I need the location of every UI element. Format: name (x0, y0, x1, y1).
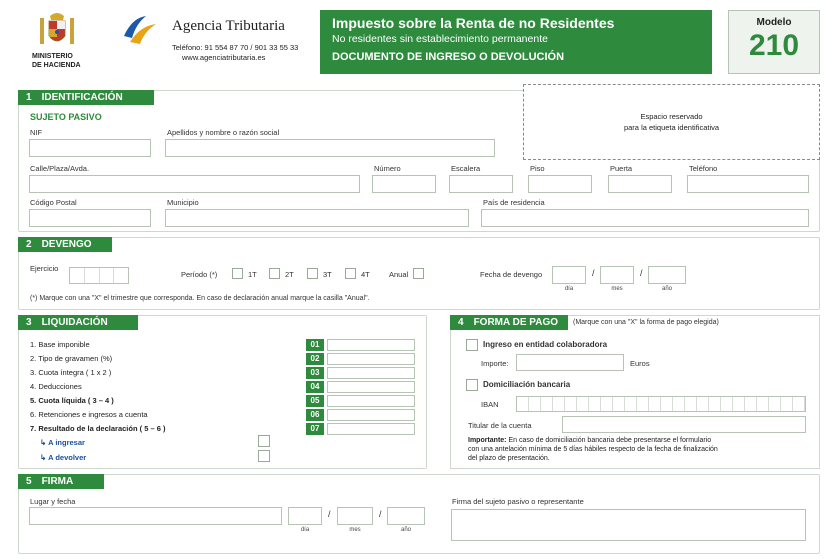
period-2t-label: 2T (285, 270, 294, 279)
model-box (728, 10, 820, 74)
fecha-devengo-ano-caption: año (661, 286, 672, 292)
fecha-devengo-dia-caption: día (564, 286, 574, 292)
devengo-footnote: (*) Marque con una "X" el trimestre que corresponda. En caso de declaración anual marque la casilla "Anual". (30, 295, 370, 302)
section-forma-pago-header: 4 FORMA DE PAGO (450, 315, 568, 330)
a-devolver-checkbox[interactable] (258, 450, 270, 462)
agencia-tributaria-logo (122, 14, 160, 46)
liq-row-label: 6. Retenciones e ingresos a cuenta (30, 410, 148, 419)
escalera-field[interactable] (449, 175, 513, 193)
numero-field[interactable] (372, 175, 436, 193)
nif-field[interactable] (29, 139, 151, 157)
entidad-colaboradora-label: Ingreso en entidad colaboradora (483, 340, 608, 349)
iban-field[interactable] (516, 396, 806, 412)
cp-label: Código Postal (30, 198, 77, 207)
importante-note: Importante: En caso de domiciliación bancaria debe presentarse el formulario con una antelación mínima de 5 días hábiles respecto de la fecha de finalización del plazo de presentación. (468, 437, 718, 462)
period-4t-checkbox[interactable] (345, 268, 356, 279)
a-ingresar-label: ↳ A ingresar (40, 438, 85, 447)
period-4t-label: 4T (361, 270, 370, 279)
anual-checkbox[interactable] (413, 268, 424, 279)
name-label: Apellidos y nombre o razón social (167, 128, 280, 137)
liq-row-value-field[interactable] (327, 409, 415, 421)
period-1t-checkbox[interactable] (232, 268, 243, 279)
pais-label: País de residencia (483, 198, 545, 207)
a-devolver-label: ↳ A devolver (40, 453, 87, 462)
puerta-field[interactable] (608, 175, 672, 193)
firma-ano-caption: año (400, 527, 411, 533)
fecha-devengo-ano[interactable] (648, 266, 686, 284)
model-number: 210 (748, 29, 800, 62)
date-separator: / (640, 268, 643, 278)
pais-field[interactable] (481, 209, 809, 227)
form-title: Impuesto sobre la Renta de no Residentes (332, 15, 615, 31)
titular-field[interactable] (562, 416, 806, 433)
firma-ano-field[interactable] (387, 507, 425, 525)
date-separator: / (379, 509, 382, 519)
liq-row-value-field[interactable] (327, 423, 415, 435)
lugar-field[interactable] (29, 507, 282, 525)
liq-row-label: 2. Tipo de gravamen (%) (30, 354, 113, 363)
titular-label: Titular de la cuenta (468, 421, 532, 430)
liq-row-label: 4. Deducciones (30, 382, 82, 391)
iban-label: IBAN (481, 400, 499, 409)
ejercicio-label: Ejercicio (30, 264, 59, 273)
cp-field[interactable] (29, 209, 151, 227)
escalera-label: Escalera (451, 164, 481, 173)
liq-row-value-field[interactable] (327, 381, 415, 393)
liq-row-code: 04 (306, 381, 324, 393)
section-firma-header: 5 FIRMA (18, 474, 104, 489)
piso-field[interactable] (528, 175, 592, 193)
name-field[interactable] (165, 139, 495, 157)
fecha-devengo-dia[interactable] (552, 266, 586, 284)
numero-label: Número (374, 164, 401, 173)
period-1t-label: 1T (248, 270, 257, 279)
model-label: Modelo (756, 17, 792, 28)
anual-label: Anual (389, 270, 409, 279)
date-separator: / (328, 509, 331, 519)
spain-coat-of-arms-logo (36, 10, 78, 50)
period-3t-label: 3T (323, 270, 332, 279)
liq-row-value-field[interactable] (327, 339, 415, 351)
forma-pago-hint: (Marque con una "X" la forma de pago elegida) (573, 319, 719, 326)
telefono-label: Teléfono (689, 164, 718, 173)
lugar-fecha-label: Lugar y fecha (30, 497, 76, 506)
arrow-icon: ↳ (40, 438, 47, 447)
euros-label: Euros (630, 359, 650, 368)
piso-label: Piso (530, 164, 545, 173)
liq-row-value-field[interactable] (327, 395, 415, 407)
section-liquidacion-header: 3 LIQUIDACIÓN (18, 315, 138, 330)
fecha-devengo-mes-caption: mes (611, 286, 623, 292)
arrow-icon: ↳ (40, 453, 47, 462)
liq-row-label: 5. Cuota líquida ( 3 – 4 ) (30, 396, 114, 405)
agency-phone: Teléfono: 91 554 87 70 / 901 33 55 33 (172, 43, 299, 52)
form-subtitle: No residentes sin establecimiento permanente (332, 33, 548, 45)
street-field[interactable] (29, 175, 360, 193)
section-devengo-header: 2 DEVENGO (18, 237, 112, 252)
domiciliacion-label: Domiciliación bancaria (483, 380, 571, 389)
period-3t-checkbox[interactable] (307, 268, 318, 279)
agency-name: Agencia Tributaria (172, 18, 285, 34)
liq-row-value-field[interactable] (327, 353, 415, 365)
telefono-field[interactable] (687, 175, 809, 193)
puerta-label: Puerta (610, 164, 633, 173)
period-2t-checkbox[interactable] (269, 268, 280, 279)
municipio-field[interactable] (165, 209, 469, 227)
liq-row-value-field[interactable] (327, 367, 415, 379)
document-type: DOCUMENTO DE INGRESO O DEVOLUCIÓN (332, 51, 565, 63)
ministry-name: MINISTERIO DE HACIENDA (32, 53, 81, 69)
firma-sujeto-label: Firma del sujeto pasivo o representante (452, 497, 584, 506)
fecha-devengo-mes[interactable] (600, 266, 634, 284)
firma-mes-field[interactable] (337, 507, 373, 525)
street-label: Calle/Plaza/Avda. (30, 164, 90, 173)
date-separator: / (592, 268, 595, 278)
liq-row-code: 06 (306, 409, 324, 421)
liq-row-code: 05 (306, 395, 324, 407)
fecha-devengo-label: Fecha de devengo (480, 270, 543, 279)
a-ingresar-checkbox[interactable] (258, 435, 270, 447)
importe-label: Importe: (481, 359, 509, 368)
section-identificacion-header: 1 IDENTIFICACIÓN (18, 90, 154, 105)
liq-row-code: 02 (306, 353, 324, 365)
ejercicio-field[interactable] (69, 267, 129, 284)
entidad-colaboradora-checkbox[interactable] (466, 339, 478, 351)
agency-website: www.agenciatributaria.es (182, 53, 266, 62)
importe-field[interactable] (516, 354, 624, 371)
liq-row-code: 03 (306, 367, 324, 379)
liq-row-label: 7. Resultado de la declaración ( 5 – 6 ) (30, 424, 166, 433)
liq-row-label: 3. Cuota íntegra ( 1 x 2 ) (30, 368, 112, 377)
liq-row-code: 01 (306, 339, 324, 351)
firma-dia-caption: día (300, 527, 310, 533)
sujeto-pasivo-label: SUJETO PASIVO (30, 112, 102, 122)
liq-row-label: 1. Base imponible (30, 340, 90, 349)
reserved-label-space: Espacio reservado para la etiqueta identificativa (523, 84, 820, 160)
firma-dia-field[interactable] (288, 507, 322, 525)
nif-label: NIF (30, 128, 43, 137)
firma-mes-caption: mes (349, 527, 361, 533)
periodo-label: Período (*) (181, 270, 218, 279)
liq-row-code: 07 (306, 423, 324, 435)
domiciliacion-checkbox[interactable] (466, 379, 478, 391)
municipio-label: Municipio (167, 198, 199, 207)
firma-field[interactable] (451, 509, 806, 541)
form-title-banner (320, 10, 712, 74)
